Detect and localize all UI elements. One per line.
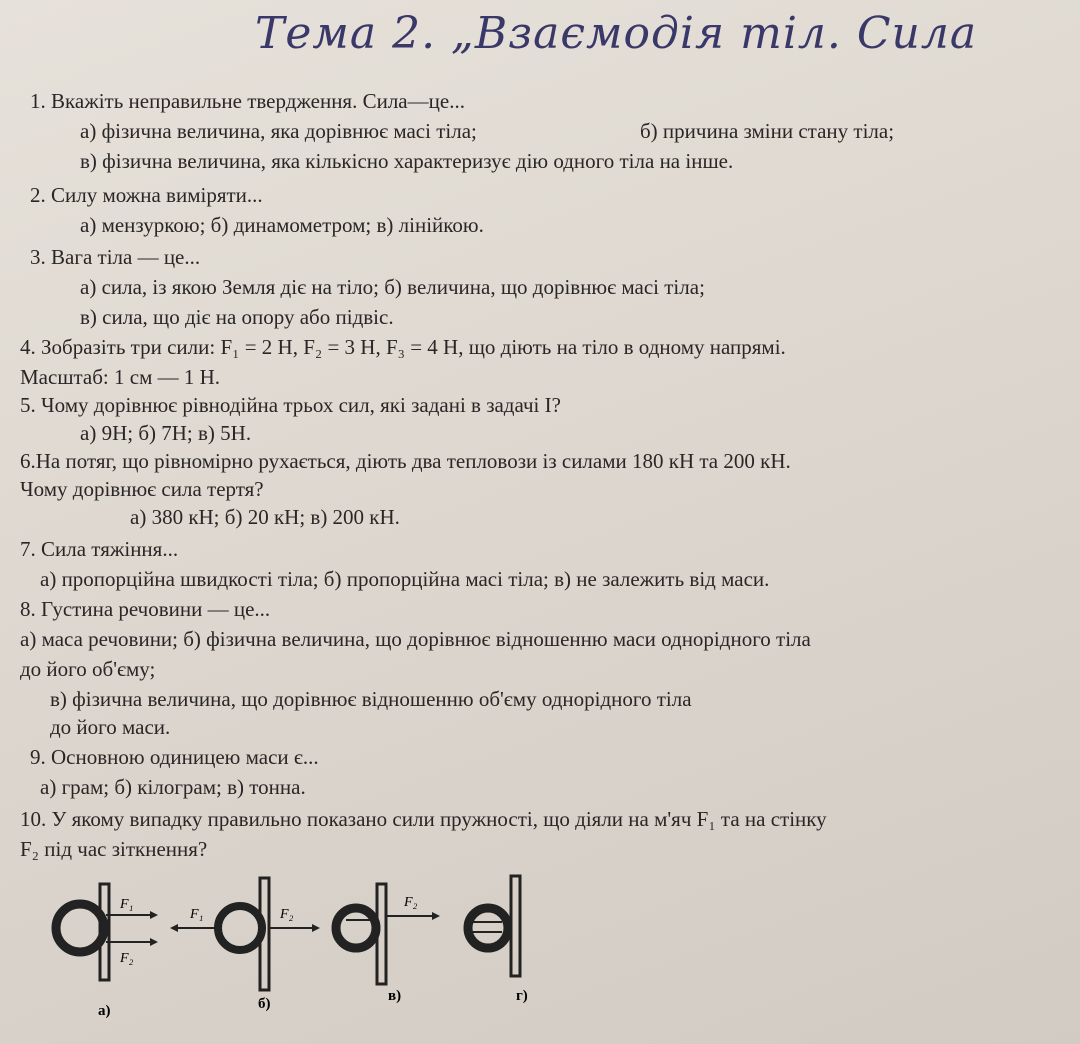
f1-label: F₁: [190, 907, 204, 922]
q8-option-c: в) фізична величина, що дорівнює відношенню об'єму однорідного тіла: [50, 687, 692, 711]
f1-label: F₁: [120, 897, 134, 912]
q9-options: а) грам; б) кілограм; в) тонна.: [40, 775, 306, 799]
q8-text: 8. Густина речовини — це...: [20, 597, 271, 621]
ball-icon: [218, 906, 262, 950]
q8-option-c-cont: до його маси.: [50, 715, 171, 739]
f2-label: F₂: [404, 895, 418, 910]
q2-options: а) мензуркою; б) динамометром; в) лінійкою.: [80, 213, 484, 237]
q3-options-ab: а) сила, із якою Земля діє на тіло; б) величина, що дорівнює масі тіла;: [80, 275, 705, 299]
q10-figures: [40, 870, 560, 1030]
q3-text: 3. Вага тіла — це...: [30, 245, 201, 269]
ball-icon: [336, 908, 376, 948]
arrowhead-icon: [150, 938, 158, 946]
q1-option-c: в) фізична величина, яка кількісно характеризує дію одного тіла на інше.: [80, 149, 734, 173]
arrowhead-icon: [312, 924, 320, 932]
q4-text: 4. Зобразіть три сили: F₁ = 2 Н, F₂ = 3 Н, F₃ = 4 Н, що діють на тіло в одному напрямі.: [20, 335, 786, 359]
q2-text: 2. Силу можна виміряти...: [30, 183, 263, 207]
q5-text: 5. Чому дорівнює рівнодійна трьох сил, які задані в задачі I?: [20, 393, 561, 417]
q3-option-c: в) сила, що діє на опору або підвіс.: [80, 305, 394, 329]
q5-options: а) 9Н; б) 7Н; в) 5Н.: [80, 421, 252, 445]
q1-option-a: а) фізична величина, яка дорівнює масі тіла;: [80, 119, 477, 143]
figure-v: [336, 884, 440, 1004]
q6-question: Чому дорівнює сила тертя?: [20, 477, 264, 501]
figure-g-label: г): [516, 988, 528, 1004]
q6-options: а) 380 кН; б) 20 кН; в) 200 кН.: [130, 505, 400, 529]
f2-label: F₂: [120, 951, 134, 966]
figure-b-label: б): [258, 996, 271, 1012]
q1-text: 1. Вкажіть неправильне твердження. Сила—це...: [30, 89, 465, 113]
wall-icon: [511, 876, 520, 976]
wall-icon: [377, 884, 386, 984]
q10-text: 10. У якому випадку правильно показано сили пружності, що діяли на м'яч F₁ та на стінку: [20, 807, 827, 831]
worksheet-title: Тема 2. „Взаємодія тіл. Сила: [255, 8, 978, 59]
figure-a: [56, 884, 158, 1019]
f2-label: F₂: [280, 907, 294, 922]
q9-text: 9. Основною одиницею маси є...: [30, 745, 319, 769]
ball-icon: [468, 908, 508, 948]
arrowhead-icon: [170, 924, 178, 932]
q6-text: 6.На потяг, що рівномірно рухається, діють два тепловози із силами 180 кН та 200 кН.: [20, 449, 791, 473]
figure-b: [170, 878, 320, 1012]
figure-v-label: в): [388, 988, 402, 1004]
q8-option-b-cont: до його об'єму;: [20, 657, 156, 681]
arrowhead-icon: [150, 911, 158, 919]
q7-options: а) пропорційна швидкості тіла; б) пропорційна масі тіла; в) не залежить від маси.: [40, 567, 770, 591]
ball-icon: [56, 904, 104, 952]
q4-scale: Масштаб: 1 см — 1 Н.: [20, 365, 221, 389]
figure-a-label: а): [98, 1003, 111, 1019]
q8-options-ab: а) маса речовини; б) фізична величина, що дорівнює відношенню маси однорідного тіла: [20, 627, 811, 651]
q1-option-b: б) причина зміни стану тіла;: [640, 119, 895, 143]
arrowhead-icon: [432, 912, 440, 920]
figure-g: [468, 876, 528, 1004]
q10-question: F₂ під час зіткнення?: [20, 837, 208, 861]
q7-text: 7. Сила тяжіння...: [20, 537, 179, 561]
